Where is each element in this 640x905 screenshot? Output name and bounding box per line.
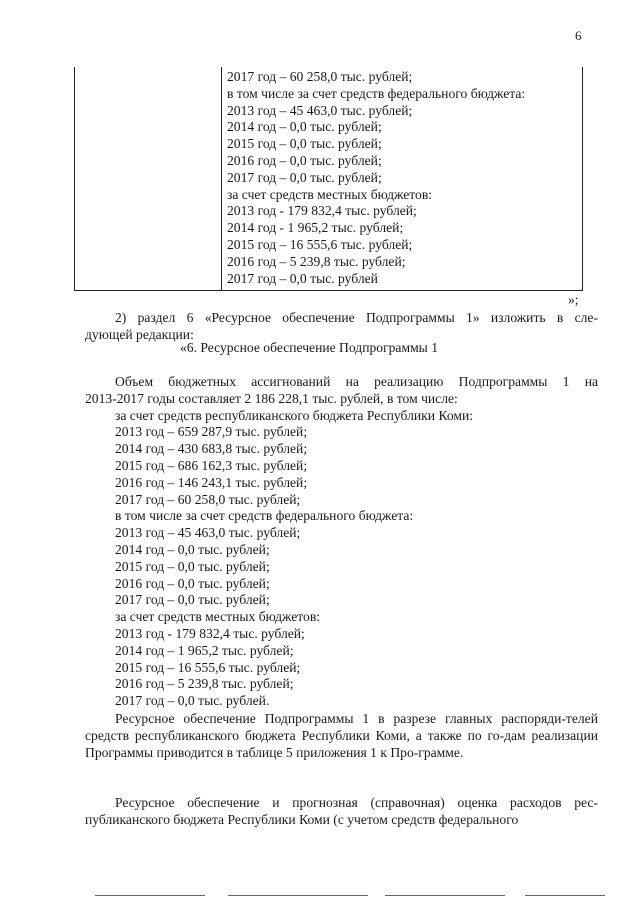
resource-paragraph [85, 711, 598, 761]
table-line: 2015 год – 16 555,6 тыс. рублей; [227, 236, 413, 252]
forecast-text: Ресурсное обеспечение и прогнозная (справочная) оценка расходов рес-публиканского бюджета Республики Коми (с учетом средств федерального [85, 795, 598, 827]
body-line: 2013 год – 659 287,9 тыс. рублей; [115, 424, 308, 440]
section-heading: «6. Ресурсное обеспечение Подпрограммы 1 [180, 340, 439, 355]
table-line: 2014 год - 1 965,2 тыс. рублей; [227, 220, 404, 236]
resource-table [74, 67, 583, 291]
table-cell-values [227, 69, 578, 287]
body-line: 2016 год – 0,0 тыс. рублей; [115, 575, 270, 591]
table-line: 2016 год – 5 239,8 тыс. рублей; [227, 253, 406, 269]
body-line: 2017 год – 60 258,0 тыс. рублей; [115, 491, 301, 507]
table-line: за счет средств местных бюджетов: [227, 186, 433, 202]
bottom-rule-2 [228, 895, 368, 896]
body-line: 2013 год – 45 463,0 тыс. рублей; [115, 525, 301, 541]
body-line: в том числе за счет средств федерального бюджета: [115, 508, 414, 524]
table-line: 2017 год – 60 258,0 тыс. рублей; [227, 69, 413, 84]
item-2-line-1: 2) раздел 6 «Ресурсное обеспечение Подпрограммы 1» изложить в сле- [115, 310, 598, 325]
item-2-line-2: дующей редакции: [85, 326, 194, 342]
body-line: 2014 год – 0,0 тыс. рублей; [115, 541, 270, 557]
body-line: 2016 год – 5 239,8 тыс. рублей; [115, 676, 294, 692]
bottom-rule-4 [525, 895, 605, 896]
body-line: за счет средств республиканского бюджета Республики Коми: [115, 407, 474, 423]
resource-text: Ресурсное обеспечение Подпрограммы 1 в разрезе главных распоряди-телей средств республиканского бюджета Республики Коми, а также по го-дам реализации Программы приводится в таблице 5 приложения 1 к Про-грамме. [85, 711, 598, 760]
body-line: 2017 год – 0,0 тыс. рублей; [115, 592, 270, 608]
body-line: 2013-2017 годы составляет 2 186 228,1 тыс. рублей, в том числе: [85, 390, 458, 406]
table-line: 2013 год – 45 463,0 тыс. рублей; [227, 102, 413, 118]
page-number: 6 [575, 28, 582, 43]
body-line: 2016 год – 146 243,1 тыс. рублей; [115, 474, 308, 490]
table-line: 2017 год – 0,0 тыс. рублей; [227, 169, 382, 185]
table-line: 2015 год – 0,0 тыс. рублей; [227, 136, 382, 152]
forecast-paragraph [85, 795, 598, 829]
body-line: 2014 год – 430 683,8 тыс. рублей; [115, 441, 308, 457]
body-line: 2015 год – 16 555,6 тыс. рублей; [115, 659, 301, 675]
body-line: 2015 год – 686 162,3 тыс. рублей; [115, 457, 308, 473]
body-line-first: Объем бюджетных ассигнований на реализацию Подпрограммы 1 на [115, 374, 598, 389]
table-line: 2017 год – 0,0 тыс. рублей [227, 270, 378, 286]
table-line: 2016 год – 0,0 тыс. рублей; [227, 152, 382, 168]
table-line: 2013 год - 179 832,4 тыс. рублей; [227, 203, 417, 219]
table-divider [221, 67, 222, 290]
bottom-rule-1 [95, 895, 205, 896]
bottom-rule-3 [385, 895, 505, 896]
table-line: в том числе за счет средств федерального бюджета: [227, 85, 526, 101]
item-2-paragraph [85, 310, 598, 344]
body-line: 2015 год – 0,0 тыс. рублей; [115, 558, 270, 574]
table-line: 2014 год – 0,0 тыс. рублей; [227, 119, 382, 135]
closing-quote: »; [568, 292, 579, 307]
body-line: за счет средств местных бюджетов: [115, 609, 321, 625]
body-line: 2017 год – 0,0 тыс. рублей. [115, 693, 270, 709]
body-line: 2013 год - 179 832,4 тыс. рублей; [115, 625, 305, 641]
budget-body [85, 374, 598, 710]
body-line: 2014 год – 1 965,2 тыс. рублей; [115, 642, 294, 658]
